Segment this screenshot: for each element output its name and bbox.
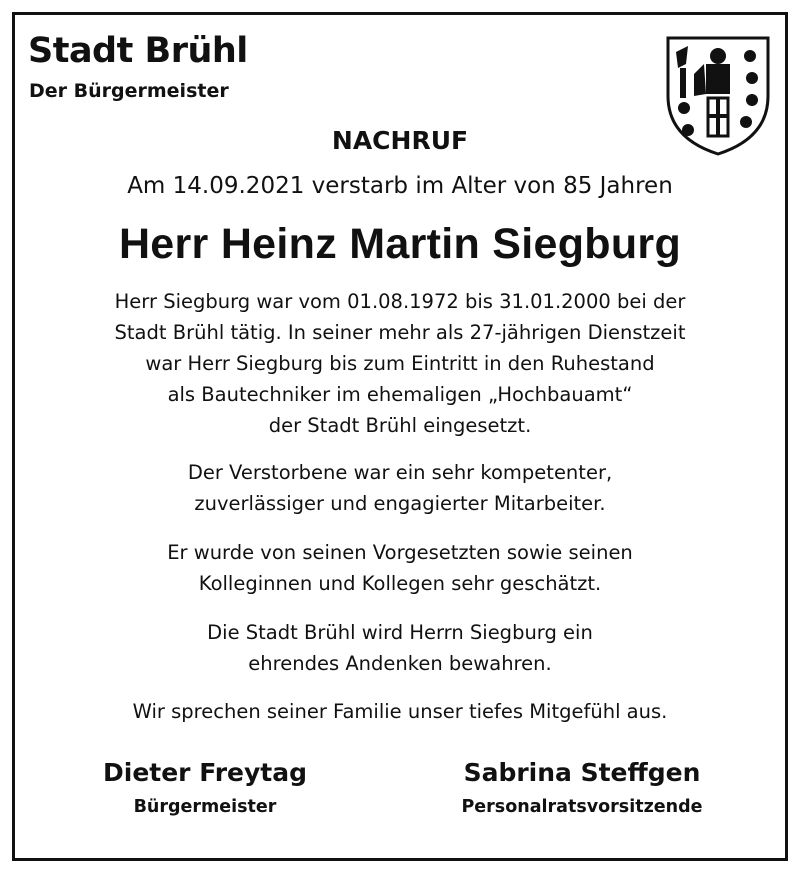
- notice-heading: NACHRUF: [331, 126, 469, 155]
- paragraph-line: Kolleginnen und Kollegen sehr geschätzt.: [198, 572, 602, 595]
- paragraph-line: Die Stadt Brühl wird Herrn Siegburg ein: [207, 621, 593, 644]
- paragraph-line: Stadt Brühl tätig. In seiner mehr als 27-jährigen Dienstzeit: [114, 321, 686, 344]
- signer-name: Dieter Freytag: [103, 758, 307, 787]
- notice-intro: Am 14.09.2021 verstarb im Alter von 85 Jahren: [127, 173, 673, 199]
- paragraph-line: als Bautechniker im ehemaligen „Hochbauamt“: [167, 383, 633, 406]
- signer-role: Bürgermeister: [133, 797, 277, 817]
- paragraph-line: Wir sprechen seiner Familie unser tiefes Mitgefühl aus.: [132, 700, 668, 723]
- paragraph-character: [12, 457, 788, 519]
- signer-role: Personalratsvorsitzende: [461, 797, 703, 817]
- paragraph-line: Herr Siegburg war vom 01.08.1972 bis 31.01.2000 bei der: [114, 290, 686, 313]
- paragraph-line: ehrendes Andenken bewahren.: [248, 652, 552, 675]
- paragraph-remembrance: [12, 617, 788, 679]
- deceased-name: Herr Heinz Martin Siegburg: [118, 220, 682, 268]
- paragraph-line: zuverlässiger und engagierter Mitarbeiter.: [194, 492, 606, 515]
- paragraph-line: der Stadt Brühl eingesetzt.: [268, 414, 532, 437]
- city-name: Stadt Brühl: [28, 31, 248, 71]
- paragraph-service: [12, 286, 788, 441]
- signer-name: Sabrina Steffgen: [463, 758, 701, 787]
- paragraph-line: Er wurde von seinen Vorgesetzten sowie seinen: [167, 541, 633, 564]
- paragraph-condolence: [12, 696, 788, 727]
- paragraph-line: war Herr Siegburg bis zum Eintritt in den Ruhestand: [145, 352, 655, 375]
- signature-mayor: [90, 760, 320, 817]
- paragraph-appreciation: [12, 537, 788, 599]
- signature-staff-council: [432, 760, 732, 817]
- office-name: Der Bürgermeister: [29, 80, 229, 102]
- paragraph-line: Der Verstorbene war ein sehr kompetenter,: [187, 461, 613, 484]
